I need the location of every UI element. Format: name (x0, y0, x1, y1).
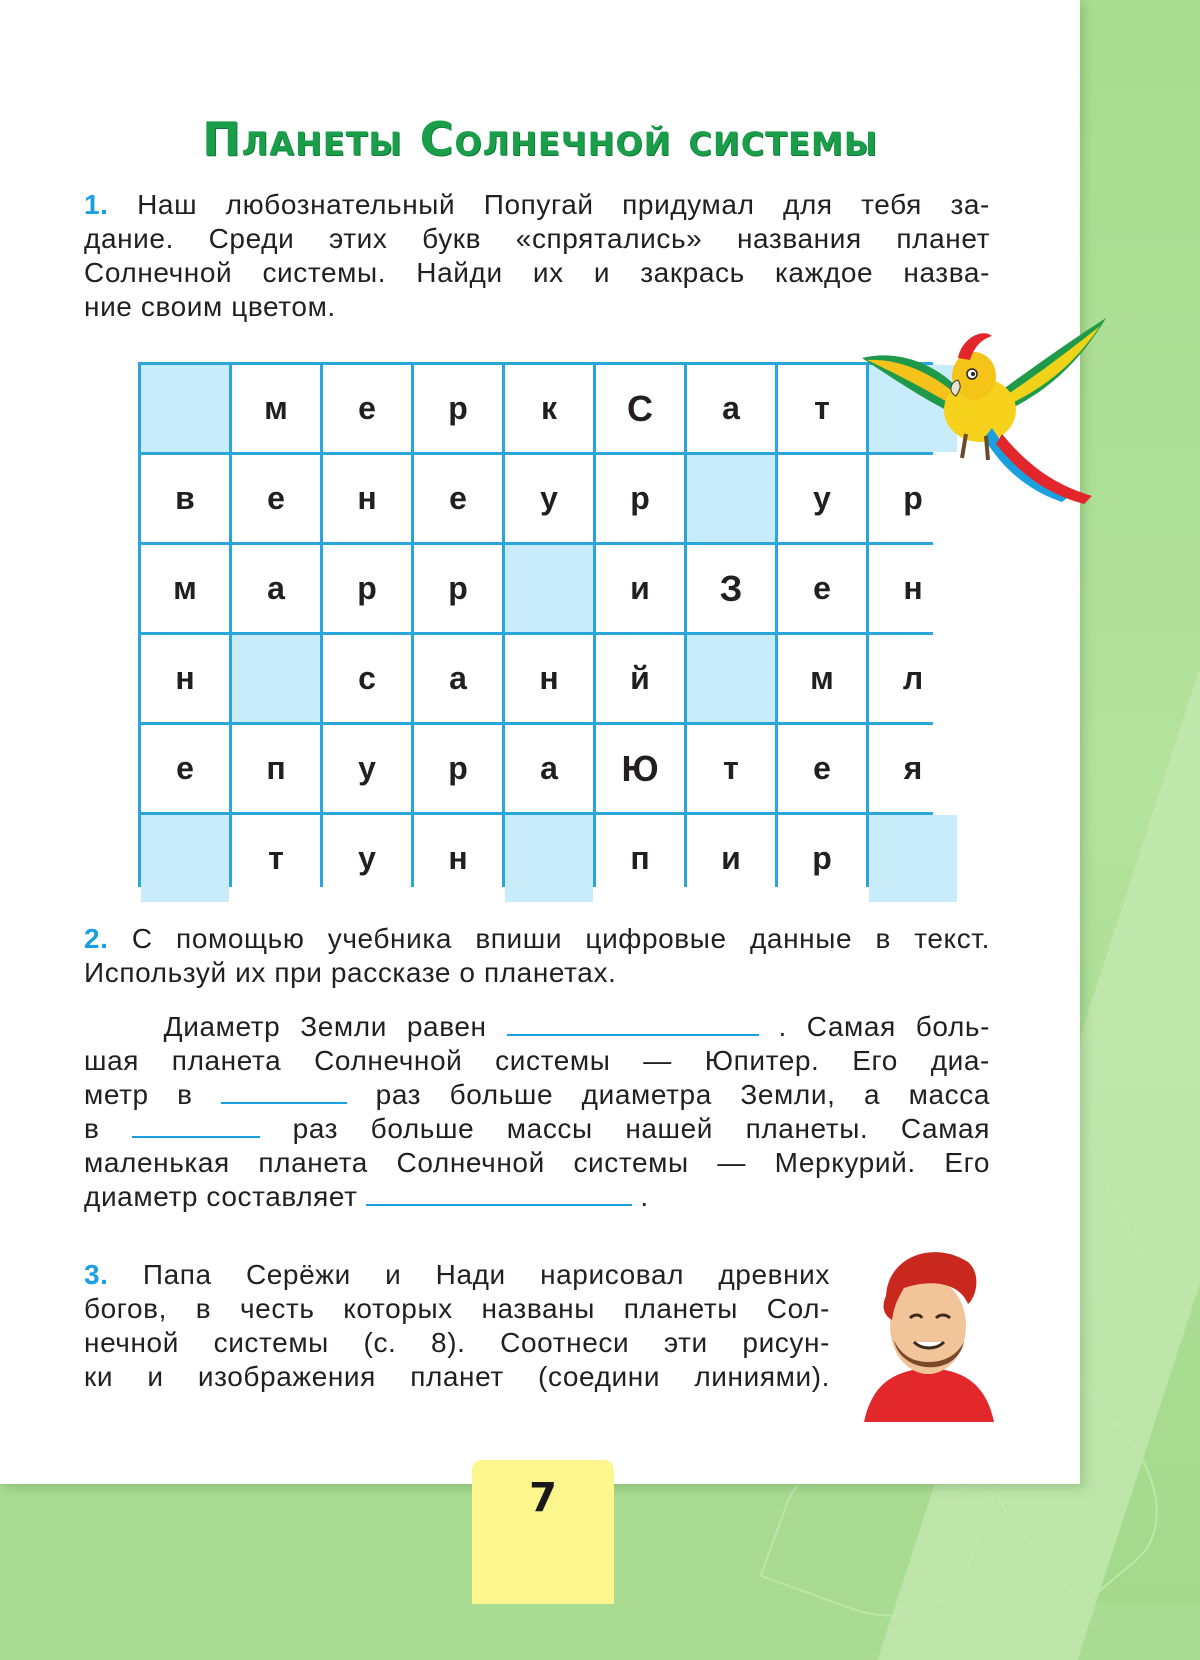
letter-grid (138, 362, 933, 887)
grid-cell[interactable]: н (414, 815, 502, 902)
task-1-number: 1. (84, 189, 109, 220)
grid-cell[interactable]: п (232, 725, 320, 812)
grid-cell[interactable]: и (687, 815, 775, 902)
page-title: Планеты Солнечной системы (202, 112, 878, 166)
task-3-number: 3. (84, 1259, 109, 1290)
task-3-line: ки и изображения планет (соедини линиями). (84, 1361, 830, 1392)
grid-cell[interactable]: р (414, 365, 502, 452)
parrot-illustration (862, 318, 1106, 508)
earth-diameter-blank[interactable] (507, 1012, 759, 1036)
grid-cell[interactable]: е (778, 725, 866, 812)
grid-cell[interactable]: т (687, 725, 775, 812)
grid-cell[interactable]: е (778, 545, 866, 632)
grid-cell[interactable]: р (323, 545, 411, 632)
grid-cell[interactable]: у (778, 455, 866, 542)
task-3-text (84, 1258, 830, 1394)
grid-cell[interactable]: в (141, 455, 229, 542)
grid-cell[interactable]: а (505, 725, 593, 812)
task-3-line: нечной системы (с. 8). Соотнеси эти рисун- (84, 1327, 830, 1358)
grid-cell[interactable]: м (778, 635, 866, 722)
grid-cell[interactable]: н (323, 455, 411, 542)
jupiter-diameter-ratio-blank[interactable] (221, 1080, 347, 1104)
grid-cell[interactable]: е (414, 455, 502, 542)
grid-cell[interactable]: у (505, 455, 593, 542)
grid-cell[interactable]: м (232, 365, 320, 452)
mercury-diameter-blank[interactable] (366, 1182, 632, 1206)
grid-cell[interactable] (687, 455, 775, 542)
grid-cell[interactable]: й (596, 635, 684, 722)
dad-illustration (864, 1244, 994, 1422)
grid-cell[interactable]: к (505, 365, 593, 452)
grid-cell[interactable]: я (869, 725, 957, 812)
grid-cell[interactable]: т (778, 365, 866, 452)
task-2-line: С помощью учебника впиши цифровые данные в текст. (131, 923, 990, 954)
grid-cell[interactable] (141, 365, 229, 452)
grid-cell[interactable]: с (323, 635, 411, 722)
grid-cell[interactable]: р (414, 545, 502, 632)
grid-cell[interactable]: С (596, 365, 684, 452)
task-2-intro (84, 922, 990, 990)
task-1-line: Солнечной системы. Найди их и закрась каждое назва- (84, 257, 990, 288)
task-2-line: Используй их при рассказе о планетах. (84, 957, 617, 988)
grid-cell[interactable]: а (232, 545, 320, 632)
grid-cell[interactable] (505, 815, 593, 902)
grid-cell[interactable]: а (687, 365, 775, 452)
grid-cell[interactable] (232, 635, 320, 722)
grid-cell[interactable]: а (414, 635, 502, 722)
task-1-line: дание. Среди этих букв «спрятались» названия планет (84, 223, 990, 254)
grid-cell[interactable]: н (141, 635, 229, 722)
fill-text-segment: раз больше массы нашей планеты. Самая (292, 1113, 990, 1144)
task-3-line: богов, в честь которых названы планеты Сол- (84, 1293, 830, 1324)
grid-cell[interactable]: у (323, 815, 411, 902)
jupiter-mass-ratio-blank[interactable] (132, 1114, 260, 1138)
fill-text-segment: метр в (84, 1079, 193, 1110)
grid-cell[interactable]: м (141, 545, 229, 632)
grid-cell[interactable]: п (596, 815, 684, 902)
fill-text-line: шая планета Солнечной системы — Юпитер. Его диа- (84, 1045, 990, 1076)
grid-cell[interactable]: е (232, 455, 320, 542)
fill-text-line: маленькая планета Солнечной системы — Меркурий. Его (84, 1147, 990, 1178)
task-1-text (84, 188, 990, 324)
task-3-line: Папа Серёжи и Нади нарисовал древних (142, 1259, 830, 1290)
grid-cell[interactable]: е (323, 365, 411, 452)
fill-text-segment: диаметр составляет (84, 1181, 358, 1212)
grid-cell[interactable]: р (778, 815, 866, 902)
grid-cell[interactable]: р (869, 455, 957, 542)
grid-cell[interactable]: у (323, 725, 411, 812)
grid-cell[interactable]: р (414, 725, 502, 812)
task-1-line: Наш любознательный Попугай придумал для тебя за- (137, 189, 990, 220)
grid-cell[interactable]: е (141, 725, 229, 812)
task-1-line: ние своим цветом. (84, 291, 336, 322)
fill-text-segment: . Самая боль- (778, 1011, 990, 1042)
grid-cell[interactable]: т (232, 815, 320, 902)
grid-cell[interactable] (141, 815, 229, 902)
grid-cell[interactable] (869, 815, 957, 902)
grid-cell[interactable] (505, 545, 593, 632)
grid-cell[interactable]: л (869, 635, 957, 722)
fill-text-segment: раз больше диаметра Земли, а масса (375, 1079, 990, 1110)
task-2-fill-text (84, 1010, 990, 1214)
page-number: 7 (472, 1460, 614, 1604)
task-2-number: 2. (84, 923, 109, 954)
grid-cell[interactable]: н (869, 545, 957, 632)
fill-text-segment: . (640, 1181, 649, 1212)
grid-cell[interactable]: З (687, 545, 775, 632)
grid-cell[interactable]: Ю (596, 725, 684, 812)
grid-cell[interactable]: р (596, 455, 684, 542)
fill-text-segment: Диаметр Земли равен (163, 1011, 487, 1042)
grid-cell[interactable]: и (596, 545, 684, 632)
grid-cell[interactable] (687, 635, 775, 722)
grid-cell[interactable]: н (505, 635, 593, 722)
fill-text-segment: в (84, 1113, 100, 1144)
